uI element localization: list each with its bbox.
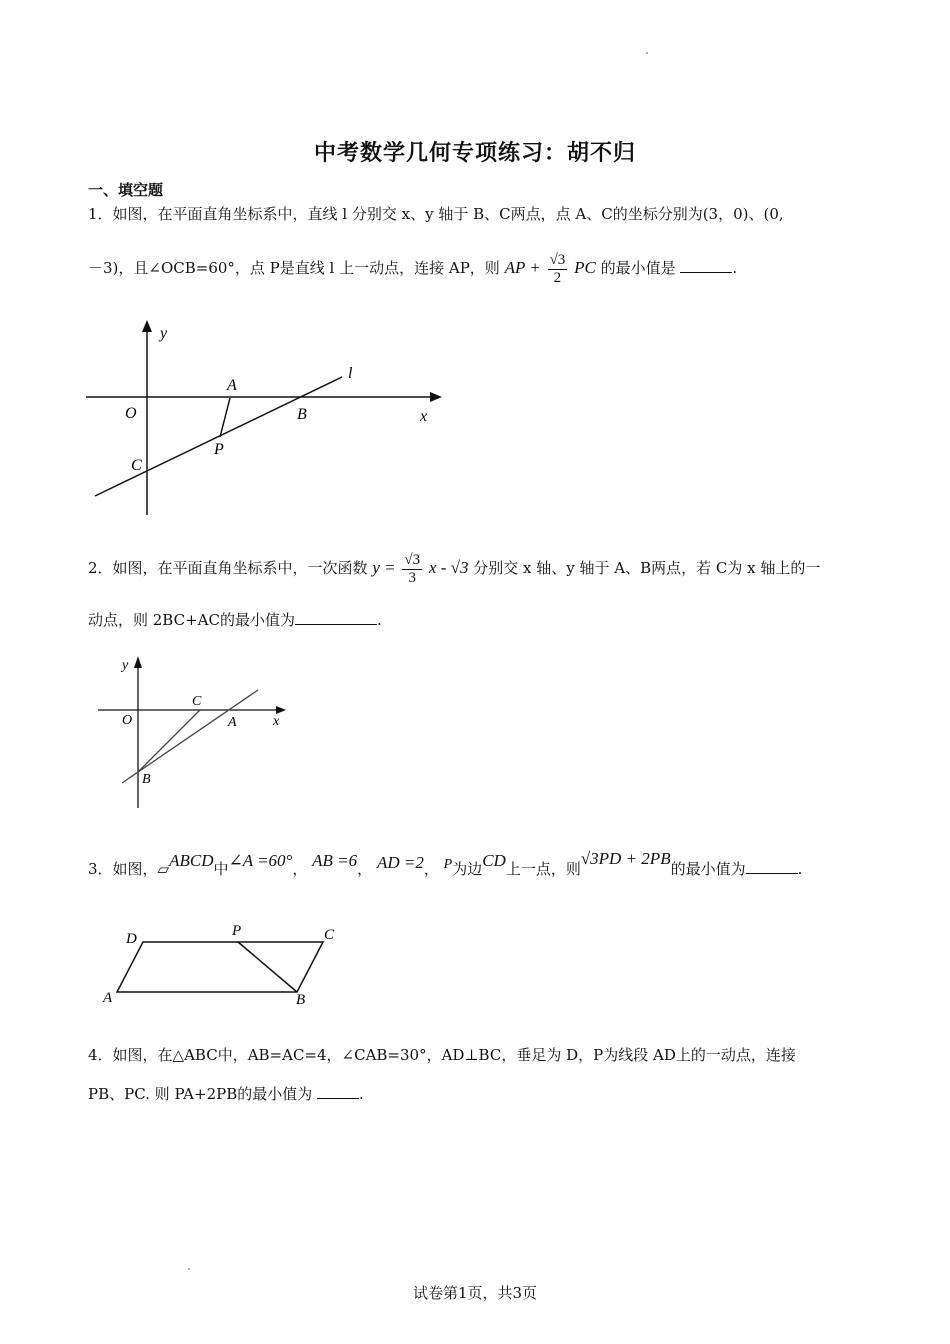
q2-figure xyxy=(92,652,302,812)
q2-label-b: B xyxy=(142,772,151,787)
q2-line2-text: 动点，则 2BC+AC的最小值为 xyxy=(88,611,295,629)
q2-label-c: C xyxy=(192,694,202,709)
q3-label-p: P xyxy=(232,923,242,939)
q3-zh: 中 xyxy=(213,860,229,878)
q2-line1-pre: 2．如图，在平面直角坐标系中，一次函数 xyxy=(88,559,368,577)
q3-label-d: D xyxy=(126,931,137,947)
q1-frac-den: 2 xyxy=(553,269,562,286)
q1-line2 xyxy=(88,252,737,286)
bottom-mark xyxy=(188,1268,190,1270)
q3-sep-1: ， xyxy=(292,860,308,878)
q3-expr: √3PD + 2PB xyxy=(580,849,671,868)
q2-end: . xyxy=(376,611,382,629)
corner-mark xyxy=(646,52,648,54)
q3-label-a: A xyxy=(103,990,113,1006)
q1-label-o: O xyxy=(125,405,137,422)
page-title: 中考数学几何专项练习：胡不归 xyxy=(313,141,636,166)
q1-answer-blank xyxy=(680,258,732,273)
q2-expr-rest: x - √3 xyxy=(428,558,469,577)
q1-end: . xyxy=(732,259,738,277)
q3-shang: 上一点，则 xyxy=(505,860,581,878)
q2-expr-y: y = xyxy=(372,558,396,577)
q1-label-y: y xyxy=(160,325,168,342)
q1-label-c: C xyxy=(131,457,142,474)
q3-abcd: ABCD xyxy=(169,851,214,870)
q4-answer-blank xyxy=(317,1084,359,1099)
q3-ab: AB =6 xyxy=(312,851,358,870)
q2-label-x: x xyxy=(273,714,280,729)
q3-number: 3．如图， xyxy=(88,860,158,878)
q1-label-b: B xyxy=(297,406,307,423)
q1-line2-post: 的最小值是 xyxy=(600,259,676,277)
q4-line2 xyxy=(88,1083,364,1104)
q1-label-l: l xyxy=(348,365,353,382)
q2-line1-post: 分别交 x 轴、y 轴于 A、B两点，若 C为 x 轴上的一 xyxy=(473,559,821,577)
page-footer: 试卷第1页，共3页 xyxy=(412,1284,538,1302)
q4-end: . xyxy=(359,1085,364,1103)
q1-fraction xyxy=(548,252,568,286)
q1-label-p: P xyxy=(214,441,224,458)
q3-ad: AD =2 xyxy=(376,853,424,872)
q2-frac-num: √3 xyxy=(404,552,421,568)
q1-line2-pre: －3)，且∠OCB=60°，点 P是直线 l 上一动点，连接 AP，则 xyxy=(88,259,500,277)
q2-label-a: A xyxy=(228,715,237,730)
q3-figure xyxy=(96,920,346,1010)
q3-label-b: B xyxy=(296,992,306,1008)
q2-fraction xyxy=(402,552,422,586)
q2-line1 xyxy=(88,552,820,586)
q3-sep-2: ， xyxy=(357,860,373,878)
section-heading: 一、填空题 xyxy=(88,181,164,199)
q2-label-o: O xyxy=(122,713,133,728)
q3-label-c: C xyxy=(324,927,335,943)
q2-frac-den: 3 xyxy=(408,569,416,586)
q3-sep-3: ， xyxy=(423,860,439,878)
q3-line xyxy=(88,849,803,879)
q4-line1: 4．如图，在△ABC中，AB=AC=4，∠CAB=30°，AD⊥BC，垂足为 D，P为线段 AD上的一动点，连接 xyxy=(88,1046,796,1064)
q3-p: P xyxy=(443,857,453,872)
q1-figure xyxy=(80,310,450,525)
q3-cd: CD xyxy=(482,851,506,870)
q1-label-a: A xyxy=(227,377,237,394)
q1-expr-b: PC xyxy=(574,258,596,277)
q1-expr-a: AP + xyxy=(504,258,541,277)
q2-label-y: y xyxy=(122,658,129,673)
q3-parallelogram-symbol: ▱ xyxy=(157,860,170,878)
q3-wei-bian: 为边 xyxy=(452,860,483,878)
q1-label-x: x xyxy=(420,408,428,425)
q3-angle: ∠A =60° xyxy=(228,851,293,870)
q1-frac-num: √3 xyxy=(549,252,566,268)
q1-line1: 1．如图，在平面直角坐标系中，直线 l 分别交 x、y 轴于 B、C两点，点 A、C的坐标分别为(3，0)、(0, xyxy=(88,205,784,223)
q2-answer-blank xyxy=(295,610,377,625)
q4-line2-text: PB、PC. 则 PA+2PB的最小值为 xyxy=(88,1085,313,1103)
q3-post: 的最小值为 xyxy=(670,860,746,878)
q3-answer-blank xyxy=(746,859,798,874)
q2-line2 xyxy=(88,609,382,630)
q3-end: . xyxy=(797,860,803,878)
